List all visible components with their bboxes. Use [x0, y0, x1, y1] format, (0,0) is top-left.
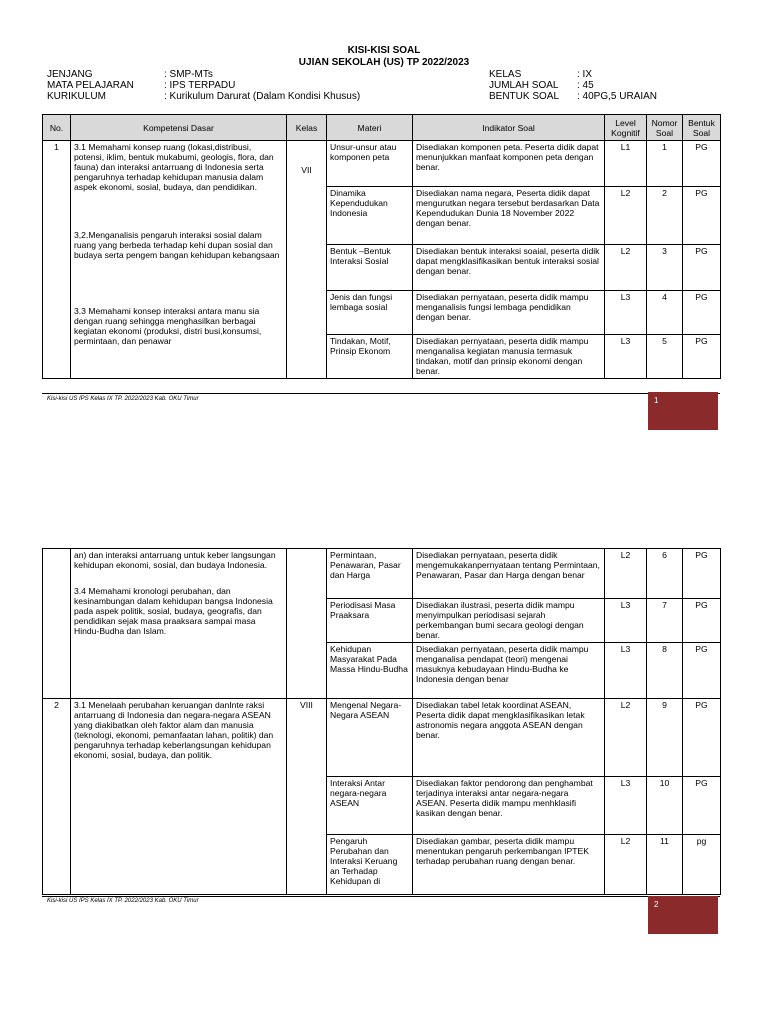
indikator-cell: Disediakan pernyataan, peserta didik mampu menganalisis fungsi lembaga pendidikan dengan benar. [413, 291, 605, 335]
table-row [43, 699, 721, 777]
level-cell: L3 [605, 291, 647, 335]
indikator-cell: Disediakan pernyataan, peserta didik mengemukakanpernyataan tentang Permintaan, Penawaran, Pasar dan Harga dengan benar [413, 549, 605, 599]
materi-cell: Dinamika Kependudukan Indonesia [327, 187, 413, 245]
meta-value-jumlah: : 45 [577, 80, 594, 91]
footer-divider [42, 393, 720, 394]
header-materi: Materi [327, 115, 413, 141]
kd-3-1: 3.1 Memahami konsep ruang (lokasi,distribusi, potensi, iklim, bentuk mukabumi, geologis, flora, dan fauna) dan interaksi antarruang di Indonesia serta pengaruhnya terhadap kehidupan manusia dalam aspek ekonomi, sosial, budaya, dan pendidikan. [74, 142, 274, 192]
indikator-cell: Disediakan faktor pendorong dan penghambat terjadinya interaksi antar negara-negara ASEAN. Peserta didik mampu menhklasifi kasikan dengan benar. [413, 777, 605, 835]
kd-3-4: 3.4 Memahami kronologi perubahan, dan kesinambungan dalam kehidupan bangsa Indonesia pada aspek politik, sosial, budaya, geografis, dan pendidikan sejak masa praaksara sampai masa Hindu-Budha dan Islam. [74, 586, 273, 636]
page-number-box: 1 [648, 392, 718, 430]
bentuk-cell: PG [683, 599, 721, 643]
table-row [43, 549, 721, 599]
materi-cell: Kehidupan Masyarakat Pada Massa Hindu-Budha [327, 643, 413, 699]
bentuk-cell: PG [683, 141, 721, 187]
meta-label-jumlah: JUMLAH SOAL [489, 80, 559, 91]
meta-value-kurikulum: : Kurikulum Darurat (Dalam Kondisi Khusus) [164, 91, 361, 102]
bentuk-cell: PG [683, 549, 721, 599]
bentuk-cell: PG [683, 699, 721, 777]
meta-label-jenjang: JENJANG [47, 69, 93, 80]
level-cell: L2 [605, 245, 647, 291]
nomor-cell: 10 [647, 777, 683, 835]
header-level: Level Kognitif [605, 115, 647, 141]
indikator-cell: Disediakan ilustrasi, peserta didik mampu menyimpulkan periodisasi sejarah perkembangan bumi secara geologi dengan benar. [413, 599, 605, 643]
nomor-cell: 7 [647, 599, 683, 643]
level-cell: L1 [605, 141, 647, 187]
row-no: 2 [43, 699, 71, 895]
header-kelas: Kelas [287, 115, 327, 141]
nomor-cell: 6 [647, 549, 683, 599]
page-number-box: 2 [648, 896, 718, 934]
level-cell: L2 [605, 835, 647, 895]
page-2 [0, 430, 768, 1024]
meta-value-bentuk: : 40PG,5 URAIAN [577, 91, 658, 102]
level-cell: L3 [605, 335, 647, 379]
kisi-table-page-2 [42, 548, 721, 895]
header-no: No. [43, 115, 71, 141]
indikator-cell: Disediakan komponen peta. Peserta didik dapat menunjukkan manfaat komponen peta dengan benar. [413, 141, 605, 187]
nomor-cell: 5 [647, 335, 683, 379]
doc-subtitle: UJIAN SEKOLAH (US) TP 2022/2023 [298, 57, 470, 68]
meta-label-mapel: MATA PELAJARAN [47, 80, 134, 91]
kisi-table-page-1 [42, 114, 721, 379]
footer-text: Kisi-kisi US IPS Kelas IX TP. 2022/2023 Kab. OKU Timur [47, 396, 199, 402]
level-cell: L2 [605, 699, 647, 777]
row-no-cont [43, 549, 71, 699]
nomor-cell: 9 [647, 699, 683, 777]
kd-cell-cont [71, 549, 287, 699]
materi-cell: Pengaruh Perubahan dan Interaksi Keruang an Terhadap Kehidupan di [327, 835, 413, 895]
row-kelas: VIII [287, 699, 327, 895]
materi-cell: Mengenal Negara-Negara ASEAN [327, 699, 413, 777]
kd-3-3-cont: an) dan interaksi antarruang untuk keber langsungan kehidupan ekonomi, sosial, dan budaya Indonesia. [74, 550, 276, 570]
level-cell: L3 [605, 777, 647, 835]
level-cell: L2 [605, 187, 647, 245]
nomor-cell: 2 [647, 187, 683, 245]
level-cell: L3 [605, 599, 647, 643]
indikator-cell: Disediakan pernyataan, peserta didik mampu menganalisa kegiatan manusia termasuk tindakan, motif dan prinsip ekonomi dengan benar. [413, 335, 605, 379]
table-row [43, 141, 721, 187]
materi-cell: Jenis dan fungsi lembaga sosial [327, 291, 413, 335]
kd-cell [71, 699, 287, 895]
meta-label-bentuk: BENTUK SOAL [489, 91, 560, 102]
indikator-cell: Disediakan bentuk interaksi soaial, peserta didik dapat mengklasifikasikan bentuk interaksi sosial dengan benar. [413, 245, 605, 291]
bentuk-cell: PG [683, 291, 721, 335]
bentuk-cell: PG [683, 335, 721, 379]
materi-cell: Interaksi Antar negara-negara ASEAN [327, 777, 413, 835]
level-cell: L2 [605, 549, 647, 599]
nomor-cell: 11 [647, 835, 683, 895]
header-kd: Kompetensi Dasar [71, 115, 287, 141]
bentuk-cell: PG [683, 643, 721, 699]
meta-value-mapel: : IPS TERPADU [164, 80, 236, 91]
nomor-cell: 1 [647, 141, 683, 187]
meta-value-kelas: : IX [577, 69, 593, 80]
meta-label-kelas: KELAS [489, 69, 522, 80]
kd-3-3: 3.3 Memahami konsep interaksi antara manu sia dengan ruang sehingga menghasilkan berbagai kegiatan ekonomi (produksi, distri busi,konsumsi, permintaan, dan penawar [74, 306, 262, 346]
row-no: 1 [43, 141, 71, 379]
materi-cell: Unsur-unsur atau komponen peta [327, 141, 413, 187]
materi-cell: Bentuk –Bentuk Interaksi Sosial [327, 245, 413, 291]
materi-cell: Permintaan, Penawaran, Pasar dan Harga [327, 549, 413, 599]
level-cell: L3 [605, 643, 647, 699]
kd-3-1-viii: 3.1 Menelaah perubahan keruangan danInte raksi antarruang di Indonesia dan negara-negara ASEAN yang diakibatkan oleh faktor alam dan manusia (teknologi, ekonomi, pemanfaatan lahan, politik) dan pengaruhnya terhadap keberlangsungan kehidupan ekonomi, sosial, budaya, dan politik. [74, 700, 274, 760]
kd-cell [71, 141, 287, 379]
header-indikator: Indikator Soal [413, 115, 605, 141]
meta-value-jenjang: : SMP-MTs [164, 69, 213, 80]
kd-3-2: 3,2.Menganalisis pengaruh interaksi sosial dalam ruang yang berbeda terhadap kehi dupan sosial dan budaya serta pengem bangan kehidupan kebangsaan [74, 230, 280, 260]
doc-title: KISI-KISI SOAL [347, 45, 421, 56]
header-nomor: Nomor Soal [647, 115, 683, 141]
footer-text: Kisi-kisi US IPS Kelas IX TP. 2022/2023 Kab. OKU Timur [47, 898, 199, 904]
header-bentuk: Bentuk Soal [683, 115, 721, 141]
indikator-cell: Disediakan pernyataan, peserta didik mampu menganalisa pendapat (teori) mengenai masuknya kebudayaan Hindu-Budha ke Indonesia dengan benar [413, 643, 605, 699]
indikator-cell: Disediakan nama negara, Peserta didik dapat mengurutkan negara tersebut berdasarkan Data Kependudukan Dunia 18 November 2022 dengan benar. [413, 187, 605, 245]
row-kelas: VII [287, 141, 327, 379]
footer-divider [42, 896, 720, 897]
indikator-cell: Disediakan gambar, peserta didik mampu menentukan pengaruh perkembangan IPTEK terhadap perubahan ruang dengan benar. [413, 835, 605, 895]
indikator-cell: Disediakan tabel letak koordinat ASEAN, Peserta didik dapat mengklasifikasikan letak astronomis negara anggota ASEAN dengan benar. [413, 699, 605, 777]
bentuk-cell: PG [683, 245, 721, 291]
bentuk-cell: PG [683, 777, 721, 835]
nomor-cell: 3 [647, 245, 683, 291]
nomor-cell: 8 [647, 643, 683, 699]
bentuk-cell: pg [683, 835, 721, 895]
page-1 [0, 0, 768, 430]
nomor-cell: 4 [647, 291, 683, 335]
bentuk-cell: PG [683, 187, 721, 245]
meta-label-kurikulum: KURIKULUM [47, 91, 106, 102]
materi-cell: Tindakan, Motif, Prinsip Ekonom [327, 335, 413, 379]
materi-cell: Periodisasi Masa Praaksara [327, 599, 413, 643]
row-kelas-cont [287, 549, 327, 699]
